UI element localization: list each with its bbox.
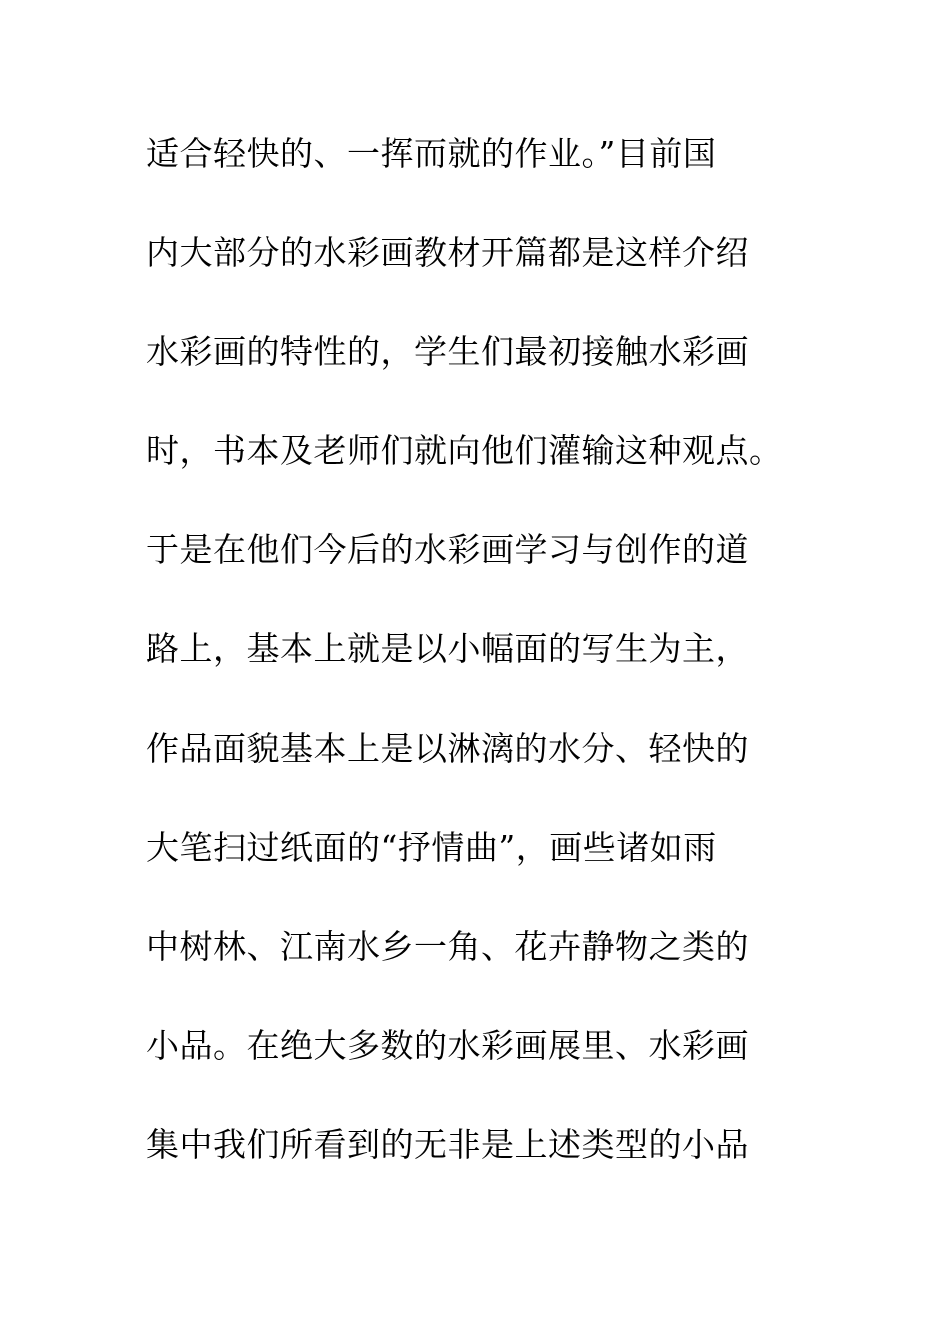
text-line: 大笔扫过纸面的“抒情曲”，画些诸如雨 [146, 827, 717, 867]
text-line: 作品面貌基本上是以淋漓的水分、轻快的 [146, 728, 749, 768]
text-line: 小品。在绝大多数的水彩画展里、水彩画 [146, 1025, 749, 1065]
body-text [146, 128, 846, 1218]
text-line: 水彩画的特性的，学生们最初接触水彩画 [146, 332, 749, 372]
text-line: 时，书本及老师们就向他们灌输这种观点。 [146, 431, 783, 471]
text-line: 适合轻快的、一挥而就的作业。”目前国 [146, 134, 717, 173]
text-line: 于是在他们今后的水彩画学习与创作的道 [146, 530, 749, 570]
text-line: 集中我们所看到的无非是上述类型的小品 [146, 1124, 749, 1164]
text-line: 中树林、江南水乡一角、花卉静物之类的 [146, 926, 749, 966]
text-line: 路上，基本上就是以小幅面的写生为主， [146, 629, 749, 669]
text-line: 内大部分的水彩画教材开篇都是这样介绍 [146, 233, 749, 273]
